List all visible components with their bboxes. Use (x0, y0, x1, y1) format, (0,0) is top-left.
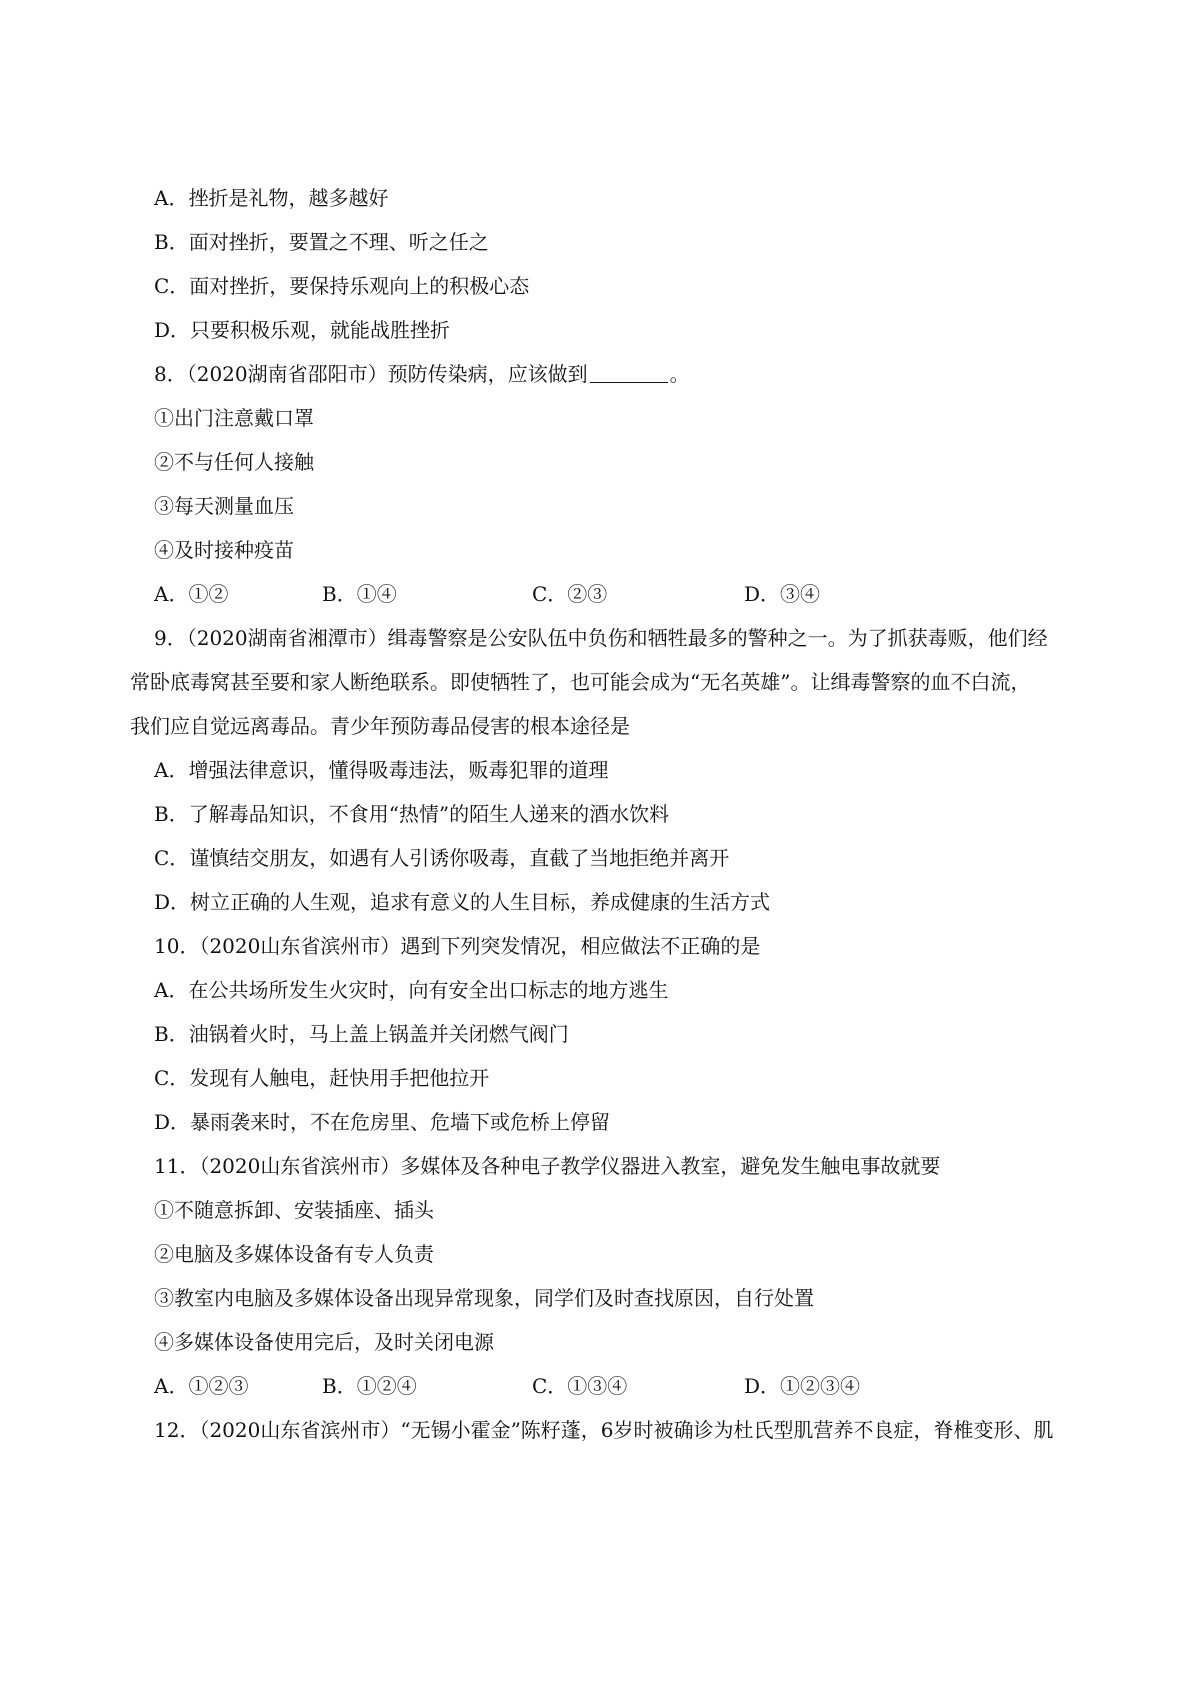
q11-item-1: ①不随意拆卸、安装插座、插头 (154, 1198, 434, 1222)
q8-choice-c: C．②③ (532, 582, 608, 606)
q8-stem (154, 360, 690, 388)
q8-choice-a: A．①② (154, 582, 229, 606)
q11-item-3: ③教室内电脑及多媒体设备出现异常现象，同学们及时查找原因，自行处置 (154, 1286, 814, 1310)
q7-option-d: D．只要积极乐观，就能战胜挫折 (154, 318, 451, 342)
q10-option-d: D．暴雨袭来时，不在危房里、危墙下或危桥上停留 (154, 1110, 611, 1134)
q11-stem: 11．（2020山东省滨州市）多媒体及各种电子教学仪器进入教室，避免发生触电事故就要 (154, 1154, 941, 1178)
q11-choice-d: D．①②③④ (744, 1374, 861, 1398)
q11-item-2: ②电脑及多媒体设备有专人负责 (154, 1242, 434, 1266)
q10-stem: 10．（2020山东省滨州市）遇到下列突发情况，相应做法不正确的是 (154, 934, 761, 958)
q9-option-a: A．增强法律意识，懂得吸毒违法，贩毒犯罪的道理 (154, 758, 609, 782)
q8-item-1: ①出门注意戴口罩 (154, 406, 314, 430)
q9-option-b: B．了解毒品知识，不食用“热情”的陌生人递来的酒水饮料 (154, 802, 670, 826)
q12-stem: 12．（2020山东省滨州市）“无锡小霍金”陈籽蓬，6岁时被确诊为杜氏型肌营养不良症，脊椎变形、肌 (154, 1418, 1054, 1442)
q11-item-4: ④多媒体设备使用完后，及时关闭电源 (154, 1330, 494, 1354)
q10-option-a: A．在公共场所发生火灾时，向有安全出口标志的地方逃生 (154, 978, 669, 1002)
q9-option-d: D．树立正确的人生观，追求有意义的人生目标，养成健康的生活方式 (154, 890, 771, 914)
q7-option-a: A．挫折是礼物，越多越好 (154, 186, 389, 210)
q8-stem-end: 。 (669, 362, 690, 386)
q7-option-b: B．面对挫折，要置之不理、听之任之 (154, 230, 489, 254)
q10-option-c: C．发现有人触电，赶快用手把他拉开 (154, 1066, 490, 1090)
q8-stem-text: 8．（2020湖南省邵阳市）预防传染病，应该做到 (154, 362, 588, 386)
q10-option-b: B．油锅着火时，马上盖上锅盖并关闭燃气阀门 (154, 1022, 569, 1046)
q8-item-4: ④及时接种疫苗 (154, 538, 294, 562)
q8-choice-b: B．①④ (322, 582, 397, 606)
q9-stem-line-2: 常卧底毒窝甚至要和家人断绝联系。即使牺牲了，也可能会成为“无名英雄”。让缉毒警察的血不白流， (130, 670, 1031, 694)
q11-choice-b: B．①②④ (322, 1374, 417, 1398)
q11-choice-a: A．①②③ (154, 1374, 249, 1398)
q9-stem-line-1: 9．（2020湖南省湘潭市）缉毒警察是公安队伍中负伤和牺牲最多的警种之一。为了抓获毒贩，他们经 (154, 626, 1048, 650)
q8-choice-d: D．③④ (744, 582, 821, 606)
q8-item-3: ③每天测量血压 (154, 494, 294, 518)
q11-choice-c: C．①③④ (532, 1374, 628, 1398)
q8-item-2: ②不与任何人接触 (154, 450, 314, 474)
q9-stem-line-3: 我们应自觉远离毒品。青少年预防毒品侵害的根本途径是 (130, 714, 630, 738)
q8-answer-blank (590, 362, 668, 383)
q7-option-c: C．面对挫折，要保持乐观向上的积极心态 (154, 274, 530, 298)
q9-option-c: C．谨慎结交朋友，如遇有人引诱你吸毒，直截了当地拒绝并离开 (154, 846, 730, 870)
